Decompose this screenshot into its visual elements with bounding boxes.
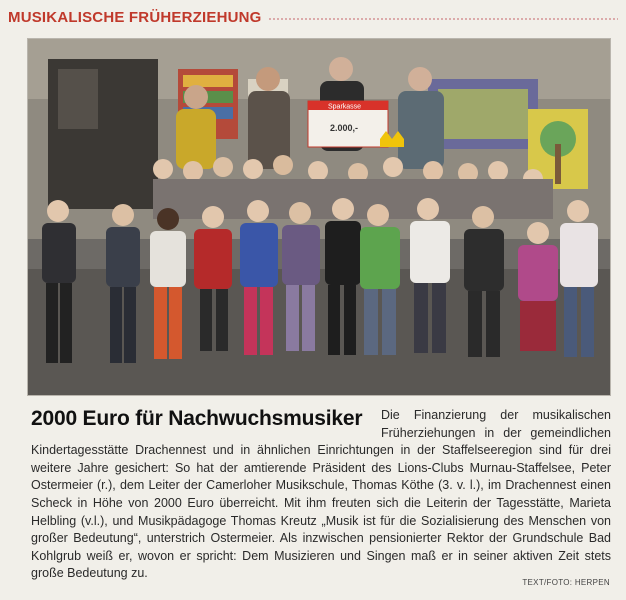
article-body-text: Die Finanzierung der musikalischen Früherziehungen in der gemeindlichen Kindertagesstätte Drachennest und in ähnlichen Einrichtungen in der Staffelseeregion sind für drei weitere Jahre gesichert: So hat der amtierende Präsident des Lions-Clubs Murnau-Staffelsee, Peter Ostermeier (r.), dem Leiter der Camerloher Musikschule, Thomas Köthe (3. v. l.), im Drachennest einen Scheck in Höhe von 2000 Euro überreicht. Mit ihm freuten sich die Leiterin der Tagesstätte, Marieta Helbling (v.l.), und Musikpädagoge Thomas Kreutz „Musik ist für die Sozialisierung des Menschen von großer Bedeutung“, unterstrich Ostermeier. Als inzwischen pensionierter Rektor der Grundschule Bad Kohlgrub weiß er, wovon er spricht: Dem Musizieren und Singen maß er in seiner aktiven Zeit stets große Bedeutung zu. (31, 408, 611, 581)
article-photo (27, 38, 611, 396)
check-amount-label: 2.000,- (330, 123, 359, 133)
check-bank-label: Sparkasse (328, 103, 362, 111)
photo-credit: TEXT/FOTO: HERPEN (522, 578, 610, 587)
article-headline: 2000 Euro für Nachwuchsmusiker (31, 407, 363, 430)
article-body (31, 407, 611, 593)
donation-check (308, 101, 388, 147)
section-header (8, 6, 618, 28)
group-photo-illustration (28, 39, 610, 395)
section-title: MUSIKALISCHE FRÜHERZIEHUNG (8, 8, 262, 26)
section-divider (268, 18, 618, 20)
